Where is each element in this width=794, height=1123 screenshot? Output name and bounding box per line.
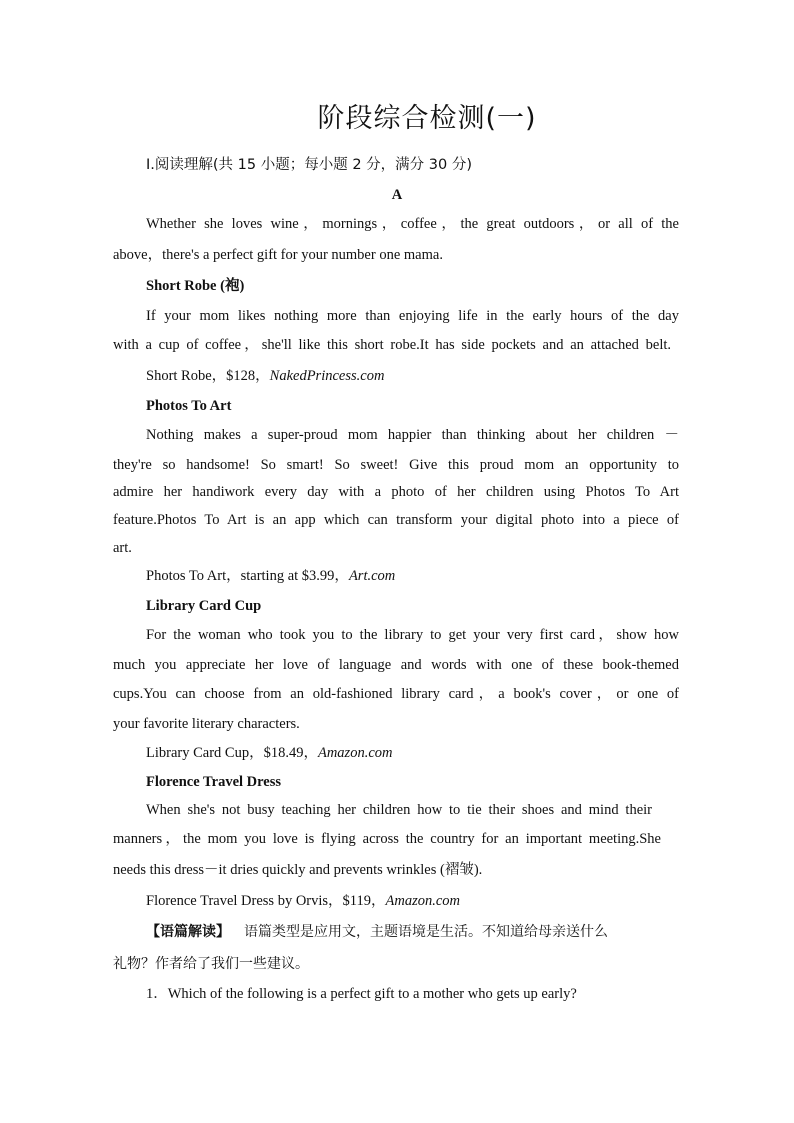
- source-link-text: Amazon.com: [317, 745, 393, 761]
- source-link-text: Art.com: [348, 568, 396, 584]
- analysis-label: 【语篇解读】: [146, 924, 230, 940]
- item-text-line: much you appreciate her love of language and words with one of these book-themed: [113, 657, 679, 673]
- source-link-text: Amazon.com: [385, 893, 461, 909]
- source-link-text: NakedPrincess.com: [269, 368, 385, 384]
- intro-line-2: above，there's a perfect gift for your number one mama.: [113, 247, 443, 263]
- passage-label: A: [391, 187, 403, 203]
- item-heading-florence-travel-dress: Florence Travel Dress: [146, 774, 282, 790]
- item-text-line: When she's not busy teaching her children how to tie their shoes and mind their: [146, 802, 652, 818]
- item-price-photos-to-art: Photos To Art，starting at $3.99，Art.com: [146, 568, 396, 584]
- item-text-line: If your mom likes nothing more than enjoying life in the early hours of the day: [146, 308, 679, 324]
- page-title: 阶段综合检测(一): [317, 103, 537, 134]
- item-text-line: needs this dress－it dries quickly and prevents wrinkles (褶皱).: [113, 862, 483, 878]
- section-heading: Ⅰ.阅读理解(共 15 小题；每小题 2 分，满分 30 分): [146, 157, 472, 173]
- analysis-line-2: 礼物？作者给了我们一些建议。: [113, 956, 309, 972]
- item-text-line: your favorite literary characters.: [113, 716, 300, 732]
- item-heading-short-robe: Short Robe (袍): [146, 278, 245, 294]
- item-heading-photos-to-art: Photos To Art: [146, 398, 232, 414]
- item-text-line: cups.You can choose from an old-fashioned library card，a book's cover，or one of: [113, 686, 679, 702]
- item-text-line: with a cup of coffee，she'll like this short robe.It has side pockets and an attached belt.: [113, 337, 671, 353]
- question-1: 1．Which of the following is a perfect gift to a mother who gets up early?: [146, 986, 577, 1002]
- analysis-line-1: 【语篇解读】 语篇类型是应用文，主题语境是生活。不知道给母亲送什么: [146, 924, 608, 940]
- item-text-line: admire her handiwork every day with a photo of her children using Photos To Art: [113, 484, 679, 500]
- item-text-line: feature.Photos To Art is an app which can transform your digital photo into a piece of: [113, 512, 679, 528]
- item-text-line: manners，the mom you love is flying across the country for an important meeting.She: [113, 831, 661, 847]
- item-text-line: art.: [113, 540, 132, 556]
- intro-line-1: Whether she loves wine，mornings，coffee，the great outdoors，or all of the: [146, 216, 679, 232]
- item-text-line: For the woman who took you to the library to get your very first card，show how: [146, 627, 679, 643]
- item-price-library-card-cup: Library Card Cup，$18.49，Amazon.com: [146, 745, 393, 761]
- item-heading-library-card-cup: Library Card Cup: [146, 598, 262, 614]
- item-price-florence-travel-dress: Florence Travel Dress by Orvis，$119，Amazon.com: [146, 893, 461, 909]
- item-price-short-robe: Short Robe，$128，NakedPrincess.com: [146, 368, 385, 384]
- item-text-line: Nothing makes a super-proud mom happier than thinking about her children －: [146, 427, 679, 443]
- item-text-line: they're so handsome! So smart! So sweet! Give this proud mom an opportunity to: [113, 457, 679, 473]
